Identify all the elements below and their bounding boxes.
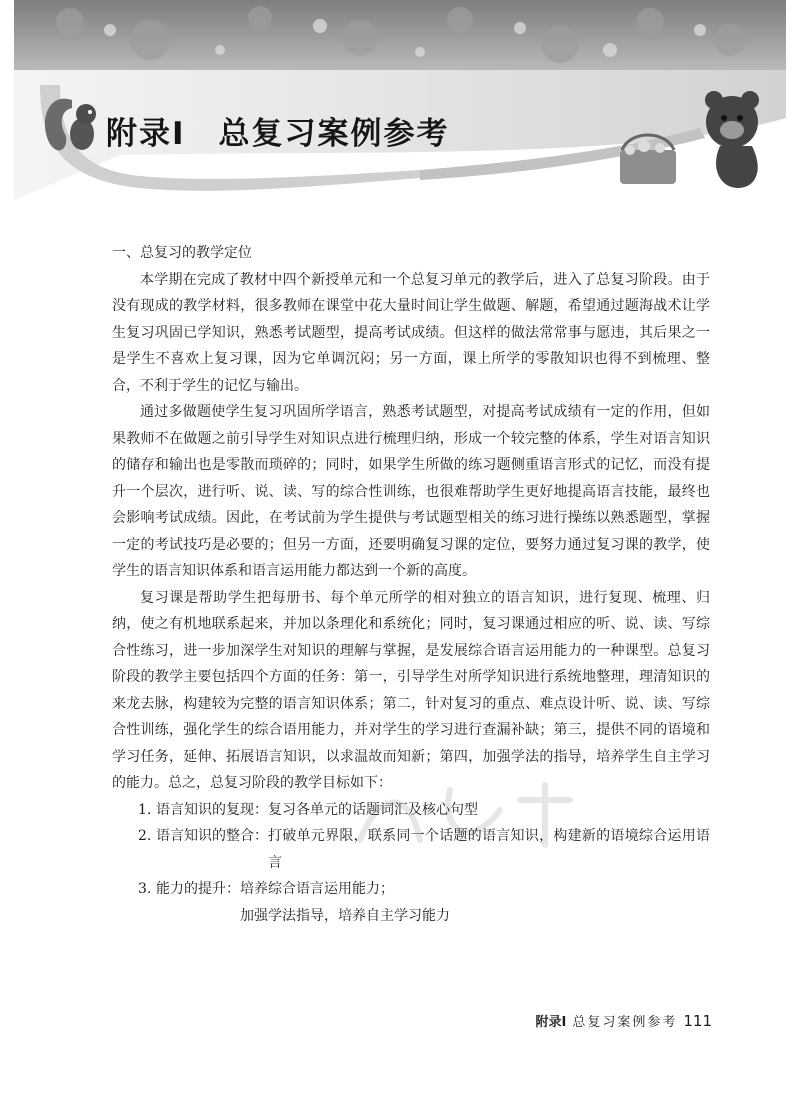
- item-number: 2.: [138, 828, 152, 844]
- item-label: 语言知识的整合：: [156, 828, 268, 844]
- footer-title: 总复习案例参考: [572, 1015, 678, 1030]
- list-item: [138, 823, 710, 876]
- item-line: 复习各单元的话题词汇及核心句型: [268, 801, 478, 818]
- footer-appendix: 附录Ⅰ: [535, 1015, 567, 1030]
- main-content: [112, 240, 710, 929]
- paragraph: 复习课是帮助学生把每册书、每个单元所学的相对独立的语言知识，进行复现、梳理、归纳，使之有机地联系起来，并加以条理化和系统化；同时，复习课通过相应的听、说、读、写综合性练习，进一步加深学生对知识的理解与掌握，是发展综合语言运用能力的一种课型。总复习阶段的教学主要包括四个方面的任务：第一，引导学生对所学知识进行系统地整理，理清知识的来龙去脉，构建较为完整的语言知识体系；第二，针对复习的重点、难点设计听、说、读、写综合性训练，强化学生的综合语用能力，并对学生的学习进行查漏补缺；第三，提供不同的语境和学习任务，延伸、拓展语言知识，以求温故而知新；第四，加强学法的指导，培养学生自主学习的能力。总之，总复习阶段的教学目标如下：: [112, 589, 710, 791]
- paragraph: 通过多做题使学生复习巩固所学语言，熟悉考试题型，对提高考试成绩有一定的作用，但如果教师不在做题之前引导学生对知识点进行梳理归纳，形成一个较完整的体系，学生对语言知识的储存和输出也是零散而琐碎的；同时，如果学生所做的练习题侧重语言形式的记忆，而没有提升一个层次，进行听、说、读、写的综合性训练，也很难帮助学生更好地提高语言技能，最终也会影响考试成绩。因此，在考试前为学生提供与考试题型相关的练习进行操练以熟悉题型，掌握一定的考试技巧是必要的；但另一方面，还要明确复习课的定位，要努力通过复习课的教学，使学生的语言知识体系和语言运用能力都达到一个新的高度。: [112, 404, 710, 579]
- item-text: [268, 823, 710, 876]
- item-text: [240, 876, 710, 929]
- list-item: [138, 797, 710, 824]
- page-number: 111: [683, 1012, 712, 1030]
- item-label: 能力的提升：: [156, 881, 240, 897]
- page-title: 附录Ⅰ 总复习案例参考: [106, 116, 450, 152]
- item-line: 打破单元界限，联系同一个话题的语言知识，构建新的语境综合运用语言: [268, 828, 710, 871]
- item-label: 语言知识的复现：: [156, 801, 268, 818]
- goals-list: [112, 797, 710, 930]
- page-footer: [536, 1011, 713, 1030]
- item-number: 1.: [138, 801, 152, 818]
- paragraph: 本学期在完成了教材中四个新授单元和一个总复习单元的教学后，进入了总复习阶段。由于没有现成的教学材料，很多教师在课堂中花大量时间让学生做题、解题，希望通过题海战术让学生复习巩固已学知识，熟悉考试题型，提高考试成绩。但这样的做法常常事与愿违，其后果之一是学生不喜欢上复习课，因为它单调沉闷；另一方面，课上所学的零散知识也得不到梳理、整合，不利于学生的记忆与输出。: [112, 271, 710, 394]
- item-number: 3.: [138, 881, 152, 897]
- list-item: [138, 876, 710, 929]
- section-heading: 一、总复习的教学定位: [112, 245, 252, 261]
- item-line: 培养综合语言运用能力；: [240, 881, 394, 897]
- item-text: [268, 797, 710, 824]
- item-line: 加强学法指导，培养自主学习能力: [240, 907, 450, 924]
